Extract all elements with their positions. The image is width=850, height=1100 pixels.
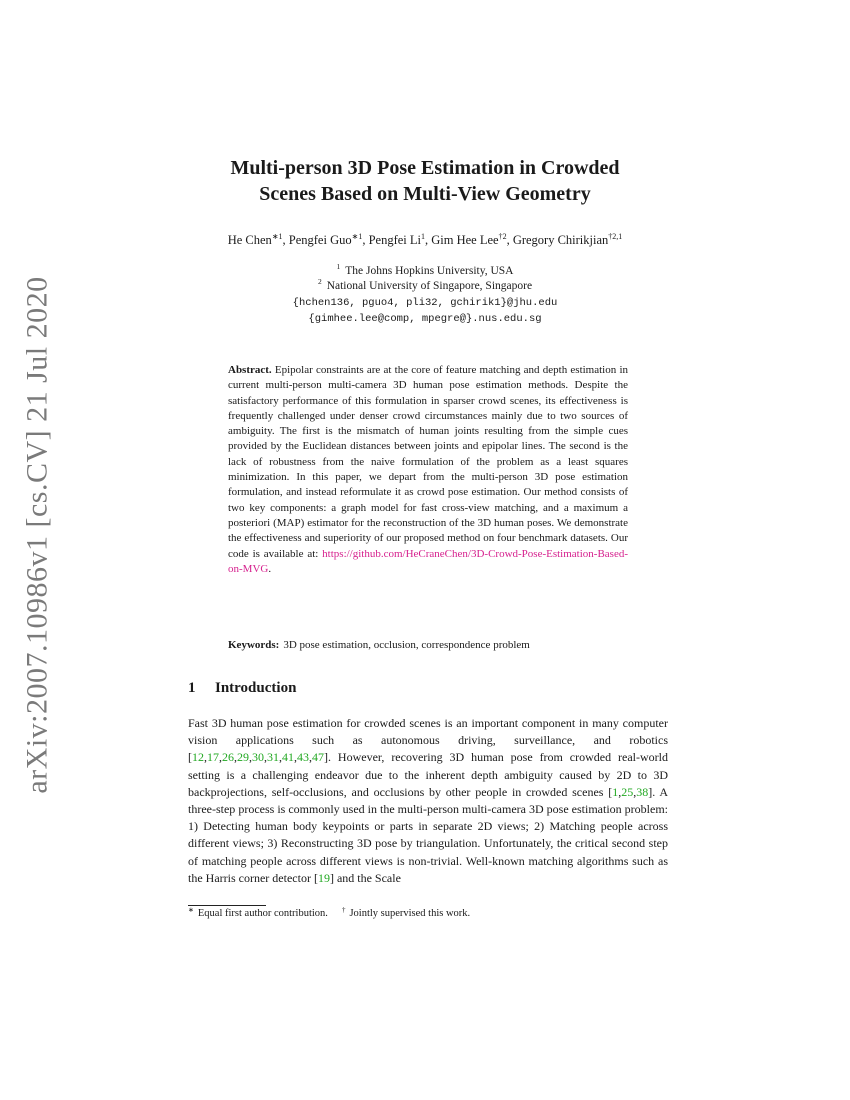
email-line-1: {hchen136, pguo4, pli32, gchirik1}@jhu.edu (292, 297, 558, 309)
citation-link[interactable]: 29 (237, 750, 249, 765)
section-title: Introduction (215, 680, 297, 696)
author-affiliation-mark: †2,1 (608, 231, 623, 241)
citation-link[interactable]: 12 (192, 750, 204, 765)
affiliation-name: The Johns Hopkins University, USA (345, 265, 514, 277)
introduction-paragraph (188, 715, 668, 887)
code-repository-link[interactable]: https://github.com/HeCraneChen/3D-Crowd-Pose-Estimation-Based-on-MVG (228, 547, 628, 575)
citation-link[interactable]: 17 (207, 750, 219, 765)
citation-link[interactable]: 47 (312, 750, 324, 765)
citation-link[interactable]: 19 (317, 870, 330, 885)
intro-text-c: . A three-step process is commonly used in the multi-person multi-camera 3D pose estimation problem: 1) Detecting human body keypoints or parts in separate 2D views; 2) Matching people across different views; 3) Reconstructing 3D pose by triangulation. Unfortunately, the critical second step of matching people across different views is non-trivial. Well-known matching algorithms such as the Harris corner detector (188, 784, 668, 885)
citation-link[interactable]: 30 (252, 750, 264, 765)
author-affiliation-mark: ∗1 (271, 231, 283, 241)
author-list: He Chen$^{∗1}$, Pengfei Guo$^{∗1}$, Pengfei Li$^1$, Gim Hee Lee$^{\dagger 2}$, Gregory Chirikjian$^{\dagger 2,1}$ (227, 231, 623, 247)
abstract-text: Epipolar constraints are at the core of feature matching and depth estimation in current multi-person multi-camera 3D human pose estimation methods. Despite the satisfactory performance of this formulation in sparser crowd scenes, its effectiveness is frequently challenged under denser crowd circumstances mainly due to two sources of ambiguity. The first is the mismatch of human joints resulting from the simple cues provided by the Euclidean distances between joints and epipolar lines. The second is the lack of robustness from the naive formulation of the problem as a least squares minimization. In this paper, we depart from the multi-person 3D pose estimation formulation, and instead reformulate it as crowd pose estimation. Our method consists of two key components: a graph model for fast cross-view matching, and a maximum a posteriori (MAP) estimator for the reconstruction of the 3D human poses. We demonstrate the effectiveness and superiority of our proposed method on four benchmark datasets. Our code is available at: (228, 364, 628, 560)
section-heading-introduction (188, 680, 296, 697)
citation-group-a: [12,17,26,29,30,31,41,43,47] (188, 750, 328, 765)
affiliation-name: National University of Singapore, Singapore (326, 280, 533, 292)
keywords (228, 638, 628, 653)
citation-group-b: [1,25,38] (608, 784, 653, 799)
author-affiliation-mark: 1 (420, 231, 425, 241)
paper-title (130, 155, 720, 207)
footnote-text: Equal first author contribution. (197, 908, 328, 919)
intro-text-b: . However, recovering 3D human pose from crowded real-world setting is a challenging endeavor due to the inherent depth ambiguity caused by 2D to 3D backprojections, self-occlusions, and occlusions by other people in crowded scenes (188, 750, 668, 799)
citation-link[interactable]: 41 (282, 750, 294, 765)
keywords-text: 3D pose estimation, occlusion, correspondence problem (283, 639, 530, 651)
citation-link[interactable]: 25 (621, 784, 634, 799)
footnote-mark: † (341, 905, 346, 914)
affiliation-mark: 1 (336, 262, 341, 272)
citation-link[interactable]: 26 (222, 750, 234, 765)
section-number: 1 (188, 680, 196, 696)
intro-text-d: and the Scale (333, 870, 401, 885)
intro-text-a: Fast 3D human pose estimation for crowded scenes is an important component in many computer vision applications such as autonomous driving, surveillance, and robotics (188, 716, 668, 748)
author-name: Gregory Chirikjian (512, 233, 609, 247)
footnote-rule (188, 905, 266, 906)
abstract (228, 363, 628, 577)
footnote (188, 907, 668, 921)
title-line-1: Multi-person 3D Pose Estimation in Crowded (230, 157, 620, 179)
affiliation-2 (180, 279, 670, 294)
arxiv-identifier (15, 276, 61, 794)
affiliation-mark: 2 (317, 277, 322, 287)
affiliation-1 (180, 264, 670, 279)
author-name: Pengfei Guo (288, 233, 352, 247)
keywords-label: Keywords: (228, 639, 280, 651)
footnote-mark: ∗ (188, 905, 194, 914)
citation-link[interactable]: 43 (297, 750, 309, 765)
citation-link[interactable]: 31 (267, 750, 279, 765)
abstract-end: . (268, 562, 272, 575)
citation-group-c: [19] (313, 870, 334, 885)
arxiv-id-text: arXiv:2007.10986v1 [cs.CV] 21 Jul 2020 (21, 276, 55, 794)
author-affiliation-mark: †2 (498, 231, 507, 241)
title-line-2: Scenes Based on Multi-View Geometry (259, 183, 591, 205)
citation-link[interactable]: 1 (612, 784, 619, 799)
citation-link[interactable]: 38 (636, 784, 649, 799)
abstract-label: Abstract. (228, 364, 272, 376)
author-name: Pengfei Li (368, 233, 421, 247)
author-name: He Chen (227, 233, 272, 247)
email-line-2: {gimhee.lee@comp, mpegre@}.nus.edu.sg (308, 313, 542, 325)
author-affiliation-mark: ∗1 (351, 231, 363, 241)
author-name: Gim Hee Lee (431, 233, 499, 247)
footnote-text: Jointly supervised this work. (349, 908, 471, 919)
